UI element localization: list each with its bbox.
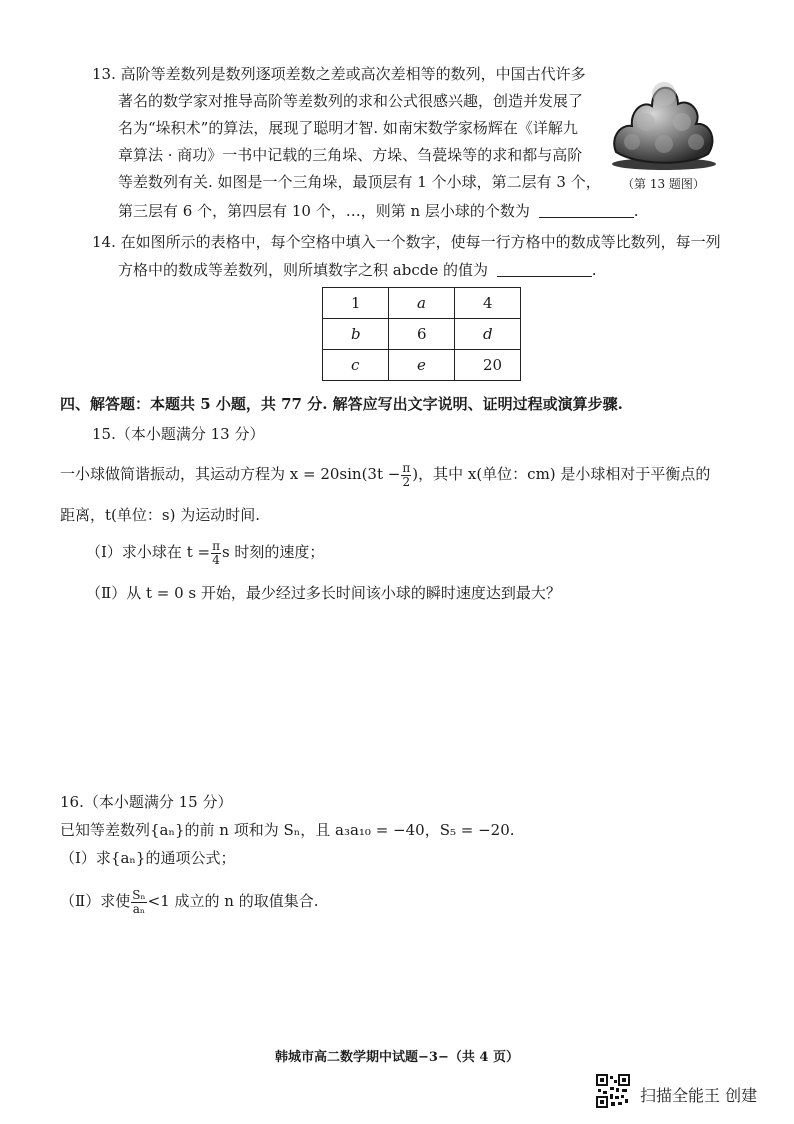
q15-part-2: （Ⅱ）从 t = 0 s 开始，最少经过多长时间该小球的瞬时速度达到最大？ [86,584,561,602]
q15-line-1-a: 一小球做简谐振动，其运动方程为 x = 20sin(3t − [60,465,401,483]
grid-row-3 [323,350,521,381]
grid-row-2 [323,319,521,350]
q15-frac-num: π [402,460,411,475]
grid-cell: 1 [323,288,389,319]
q14-line-2-end: . [591,261,597,279]
q16-part-2-b: <1 成立的 n 的取值集合. [147,892,319,910]
q13-line-6-end: . [633,202,639,220]
q15-title: 15.（本小题满分 13 分） [92,425,265,443]
q13-line-2: 著名的数学家对推导高阶等差数列的求和公式很感兴趣，创造并发展了 [118,92,584,110]
q15-fraction-pi-over-4 [211,540,221,567]
q16-part-1: （Ⅰ）求{aₙ}的通项公式； [60,849,236,867]
triangular-pile-figure [608,60,720,172]
grid-cell: 4 [455,288,521,319]
q13-line-5: 等差数列有关. 如图是一个三角垛，最顶层有 1 个小球，第二层有 3 个， [118,173,601,191]
grid-cell: 6 [389,319,455,350]
scanner-watermark: 扫描全能王 创建 [640,1086,758,1105]
grid-cell: c [323,350,389,381]
qr-code-icon [596,1074,630,1108]
q14-line-2 [118,260,597,280]
q15-part-1-frac-num: π [212,538,220,553]
grid-row-1 [323,288,521,319]
q14-line-1: 14. 在如图所示的表格中，每个空格中填入一个数字，使每一行方格中的数成等比数列，每一列 [92,233,721,251]
q13-line-1: 13. 高阶等差数列是数列逐项差数之差或高次差相等的数列，中国古代许多 [92,65,586,83]
q15-part-1 [86,538,324,567]
section-4-heading: 四、解答题：本题共 5 小题，共 77 分. 解答应写出文字说明、证明过程或演算步骤. [60,395,623,413]
q13-line-6-text: 第三层有 6 个，第四层有 10 个，…，则第 n 层小球的个数为 [118,202,530,220]
q16-fraction-sn-over-an [131,889,146,916]
q14-number-grid [322,287,521,381]
page-footer: 韩城市高二数学期中试题−3−（共 4 页） [275,1050,519,1065]
grid-cell: d [455,319,521,350]
q16-title: 16.（本小题满分 15 分） [60,793,233,811]
grid-cell: 20 [455,350,521,381]
q16-part-2 [60,886,318,916]
q15-part-1-frac-den: 4 [212,552,220,567]
grid-cell: e [389,350,455,381]
q13-figure-caption: （第 13 题图） [622,177,705,191]
q13-line-3: 名为“垛积术”的算法，展现了聪明才智. 如南宋数学家杨辉在《详解九 [118,119,578,137]
q15-line-1-b: )，其中 x(单位：cm) 是小球相对于平衡点的 [412,465,711,483]
q13-line-4: 章算法 · 商功》一书中记载的三角垛、方垛、刍甍垛等的求和都与高阶 [118,146,583,164]
grid-cell: a [389,288,455,319]
q13-line-6 [118,201,638,221]
q15-fraction-pi-over-2 [401,462,411,489]
q15-frac-den: 2 [402,474,411,489]
q15-line-2: 距离，t(单位：s) 为运动时间. [60,506,260,524]
q16-line-1: 已知等差数列{aₙ}的前 n 项和为 Sₙ，且 a₃a₁₀ = −40，S₅ = −20. [60,821,515,839]
q16-frac-num: Sₙ [132,887,146,902]
q13-answer-blank [539,202,634,218]
q14-answer-blank [497,261,592,277]
q15-part-1-b: s 时刻的速度； [221,543,325,561]
q15-line-1 [60,460,710,489]
q16-frac-den: aₙ [132,901,146,916]
grid-cell: b [323,319,389,350]
q14-line-2-text: 方格中的数成等差数列，则所填数字之积 abcde 的值为 [118,261,488,279]
q16-part-2-a: （Ⅱ）求使 [60,892,131,910]
q15-part-1-a: （Ⅰ）求小球在 t = [86,543,211,561]
